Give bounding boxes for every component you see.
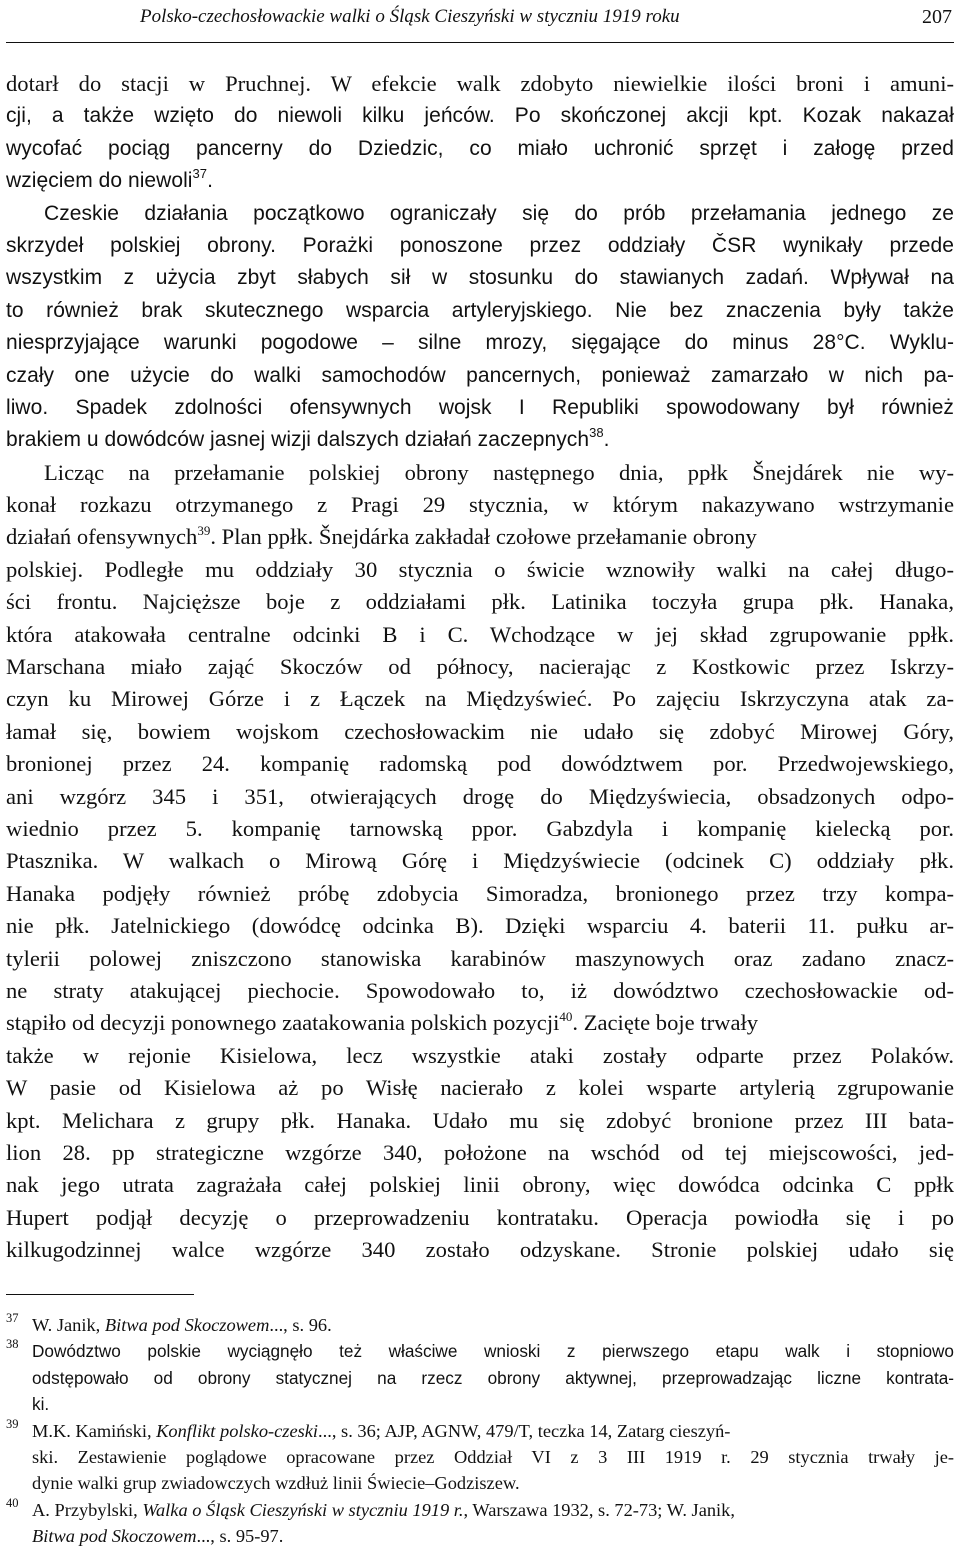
text-line: konał rozkazu otrzymanego z Pragi 29 stycznia, w którym nakazywano wstrzymanie <box>6 492 954 518</box>
text-line: tylerii polowej zniszczono stanowiska karabinów maszynowych oraz zadano znacz- <box>6 945 954 971</box>
footnote-38 <box>6 1338 954 1417</box>
text-line: wszystkim z użycia zbyt słabych sił w stosunku do stawianych zadań. Wpływał na <box>6 266 954 290</box>
text-line: W pasie od Kisielowa aż po Wisłę nacierało z kolei wsparte artylerią zgrupowanie <box>6 1075 954 1101</box>
text-line <box>6 521 954 553</box>
text-line: lion 28. pp strategiczne wzgórze 340, położone na wschód od tej miejscowości, jed- <box>6 1139 954 1165</box>
footnotes <box>6 1312 954 1550</box>
footnote-separator <box>6 1294 194 1295</box>
text-line: ne straty atakującej piechocie. Spowodowało to, iż dowództwo czechosłowackie od- <box>6 977 954 1003</box>
text-line: liwo. Spadek zdolności ofensywnych wojsk I Republiki spowodowany był również <box>6 395 954 419</box>
footnote-line: ki. <box>32 1394 50 1415</box>
footnote-line: dynie walki grup zwiadowczych wzdłuż linii Świecie–Godziszew. <box>32 1473 520 1494</box>
text-line: kpt. Melichara z grupy płk. Hanaka. Udało mu się zdobyć bronione przez III bata- <box>6 1107 954 1133</box>
footnote-ref-37: 37 <box>192 166 208 182</box>
cited-title: Walka o Śląsk Cieszyński w styczniu 1919 r. <box>142 1499 464 1520</box>
text-line: Licząc na przełamanie polskiej obrony następnego dnia, ppłk Šnejdárek nie wy- <box>44 459 954 485</box>
text-line: także w rejonie Kisielowa, lecz wszystkie ataki zostały odparte przez Polaków. <box>6 1042 954 1068</box>
footnote-ref-38: 38 <box>589 425 604 441</box>
text-run: . Plan ppłk. Šnejdárka zakładał czołowe przełamanie obrony <box>210 524 757 550</box>
text-run: wzięciem do niewoli <box>6 169 193 193</box>
footnote-number: 38 <box>6 1337 19 1352</box>
footnote-40 <box>6 1497 954 1550</box>
text-line: czyn ku Mirowej Górze i z Łączek na Międzyświeć. Po zajęciu Iskrzyczyna atak za- <box>6 686 954 712</box>
running-head <box>0 4 960 34</box>
text-line: skrzydeł polskiej obrony. Porażki ponoszone przez oddziały ČSR wynikały przede <box>6 233 954 257</box>
cited-title: Konflikt polsko-czeski <box>156 1420 319 1441</box>
text-line <box>6 424 954 456</box>
footnote-37 <box>6 1312 954 1338</box>
header-rule <box>6 42 954 43</box>
footnote-line: ski. Zestawienie poglądowe opracowane przez Oddział VI z 3 III 1919 r. 29 stycznia trwały je- <box>32 1446 954 1467</box>
text-line: kilkugodzinnej walce wzgórze 340 zostało odzyskane. Stronie polskiej udało się <box>6 1237 954 1263</box>
text-line <box>6 165 954 197</box>
page-number: 207 <box>922 6 952 28</box>
cited-title: Bitwa pod Skoczowem <box>32 1526 197 1547</box>
text-run: . <box>207 169 213 193</box>
text-line: Hupert podjął decyzję o przeprowadzeniu kontrataku. Operacja powiodła się i po <box>6 1204 954 1230</box>
text-line: Hanaka podjęły również próbę zdobycia Simoradza, bronionego przez trzy kompa- <box>6 880 954 906</box>
text-line: dotarł do stacji w Pruchnej. W efekcie walk zdobyto niewielkie ilości broni i amuni- <box>6 71 954 96</box>
text-run: działań ofensywnych <box>6 524 198 550</box>
footnote-39 <box>6 1418 954 1497</box>
text-line: ści frontu. Najcięższe boje z oddziałami płk. Latinika toczyła grupa płk. Hanaka, <box>6 589 954 615</box>
text-line: nie płk. Jatelnickiego (dowódcę odcinka B). Dzięki wsparciu 4. baterii 11. pułku ar- <box>6 913 954 939</box>
footnote-ref-40: 40 <box>559 1009 573 1025</box>
footnote-line: Dowództwo polskie wyciągnęło też właściwe wnioski z pierwszego etapu walk i stopniowo <box>32 1341 954 1362</box>
text-line: czały one użycie do walki samochodów pancernych, ponieważ zamarzało w nich pa- <box>6 363 954 387</box>
text-line: to również brak skutecznego wsparcia artyleryjskiego. Nie bez znaczenia były także <box>6 298 954 322</box>
footnote-line: Bitwa pod Skoczowem..., s. 95-97. <box>32 1526 284 1547</box>
text-run: stąpiło od decyzji ponownego zaatakowania polskich pozycji$^{40}$. Zacięte boje trwały <box>6 1009 759 1036</box>
footnote-line: odstępowało od obrony statycznej na rzecz obrony aktywnej, przeprowadzając liczne kontrata- <box>32 1367 954 1388</box>
footnote-number: 39 <box>6 1416 19 1431</box>
text-line: Marschana miało zająć Skoczów od północy, nacierając z Kostkowic przez Iskrzy- <box>6 654 954 680</box>
text-line: cji, a także wzięto do niewoli kilku jeńców. Po skończonej akcji kpt. Kozak nakazał <box>6 104 954 128</box>
cited-title: Bitwa pod Skoczowem <box>104 1315 270 1335</box>
text-line: łamał się, bowiem wojskom czechosłowackim nie udało się zdobyć Mirowej Góry, <box>6 718 954 744</box>
footnote-line: A. Przybylski, Walka o Śląsk Cieszyński w styczniu 1919 r., Warszawa 1932, s. 72-73; W. Janik, <box>32 1499 735 1520</box>
text-line: wycofać pociąg pancerny do Dziedzic, co miało uchronić sprzęt i załogę przed <box>6 136 954 160</box>
footnote-line: M.K. Kamiński, Konflikt polsko-czeski..., s. 36; AJP, AGNW, 479/T, teczka 14, Zatarg cieszyń- <box>32 1420 731 1441</box>
text-line: Czeskie działania początkowo ograniczały się do prób przełamania jednego ze <box>44 201 954 225</box>
text-line: nak jego utrata zagrażała całej polskiej linii obrony, więc dowódca odcinka C ppłk <box>6 1172 954 1198</box>
footnote-number: 40 <box>6 1495 19 1510</box>
body-text <box>6 68 954 1266</box>
text-line: ani wzgórz 345 i 351, otwierających drogę do Międzyświecia, obsadzonych odpo- <box>6 783 954 809</box>
text-line: Ptasznika. W walkach o Mirową Górę i Międzyświecie (odcinek C) oddziały płk. <box>6 848 954 874</box>
footnote-line: W. Janik, Bitwa pod Skoczowem..., s. 96. <box>32 1315 332 1335</box>
text-line: wiednio przez 5. kompanię tarnowską ppor. Gabzdyla i kompanię kielecką por. <box>6 815 954 841</box>
text-line: niesprzyjające warunki pogodowe – silne mrozy, sięgające do minus 28°C. Wyklu- <box>6 331 954 355</box>
text-line <box>6 1007 954 1039</box>
footnote-ref-39: 39 <box>197 523 211 539</box>
text-run: . <box>603 428 610 452</box>
footnote-number: 37 <box>6 1311 19 1325</box>
text-line: bronionej przez 24. kompanię radomską pod dowództwem por. Przedwojewskiego, <box>6 751 954 777</box>
running-head-title: Polsko-czechosłowackie walki o Śląsk Cieszyński w styczniu 1919 roku <box>140 6 680 27</box>
text-line: polskiej. Podległe mu oddziały 30 stycznia o świcie wznowiły walki na całej długo- <box>6 556 954 582</box>
text-run: brakiem u dowódców jasnej wizji dalszych działań zaczepnych <box>6 428 590 452</box>
text-line: która atakowała centralne odcinki B i C. Wchodzące w jej skład zgrupowanie ppłk. <box>6 621 954 647</box>
